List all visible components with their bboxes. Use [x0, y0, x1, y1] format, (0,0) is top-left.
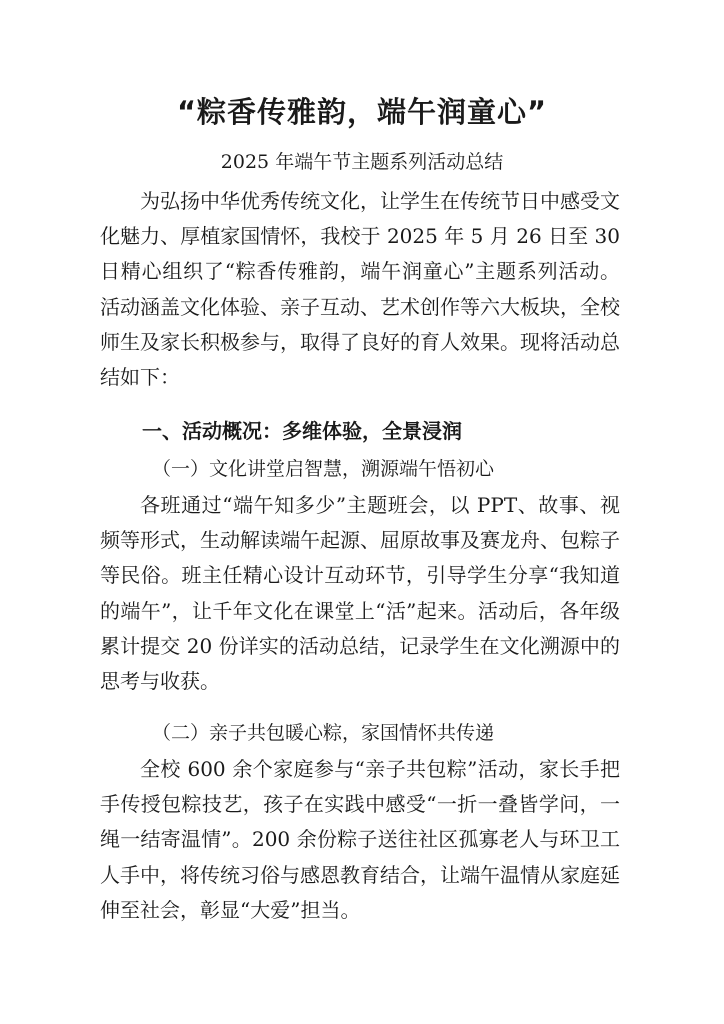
subsection-two-heading: （二）亲子共包暖心粽，家国情怀共传递	[152, 722, 495, 744]
document-subtitle: 2025 年端午节主题系列活动总结	[220, 151, 504, 173]
subsection-two-body	[100, 752, 620, 928]
subsection-two	[100, 716, 620, 750]
subsection-one-body	[100, 488, 620, 699]
subsection-one	[100, 452, 620, 486]
subsection-one-heading: （一）文化讲堂启智慧，溯源端午悟初心	[152, 458, 495, 480]
document-body	[100, 184, 620, 395]
document-title: “粽香传雅韵，端午润童心”	[176, 95, 548, 129]
subsection-one-paragraph: 各班通过“端午知多少”主题班会，以 PPT、故事、视频等形式，生动解读端午起源、屈原故事及赛龙舟、包粽子等民俗。班主任精心设计互动环节，引导学生分享“我知道的端午”，让千年文化在课堂上“活”起来。活动后，各年级累计提交 20 份详实的活动总结，记录学生在文化溯源中的思考与收获。	[100, 493, 620, 694]
subsection-two-paragraph: 全校 600 余个家庭参与“亲子共包粽”活动，家长手把手传授包粽技艺，孩子在实践中感受“一折一叠皆学问，一绳一结寄温情”。200 余份粽子送往社区孤寡老人与环卫工人手中，将传统习俗与感恩教育结合，让端午温情从家庭延伸至社会，彰显“大爱”担当。	[100, 757, 620, 922]
section-one	[100, 414, 620, 448]
intro-paragraph: 为弘扬中华优秀传统文化，让学生在传统节日中感受文化魅力、厚植家国情怀，我校于 2025 年 5 月 26 日至 30 日精心组织了“粽香传雅韵，端午润童心”主题系列活动。活动涵盖文化体验、亲子互动、艺术创作等六大板块，全校师生及家长积极参与，取得了良好的育人效果。现将活动总结如下：	[100, 189, 620, 390]
section-one-heading: 一、活动概况：多维体验，全景浸润	[142, 419, 462, 443]
